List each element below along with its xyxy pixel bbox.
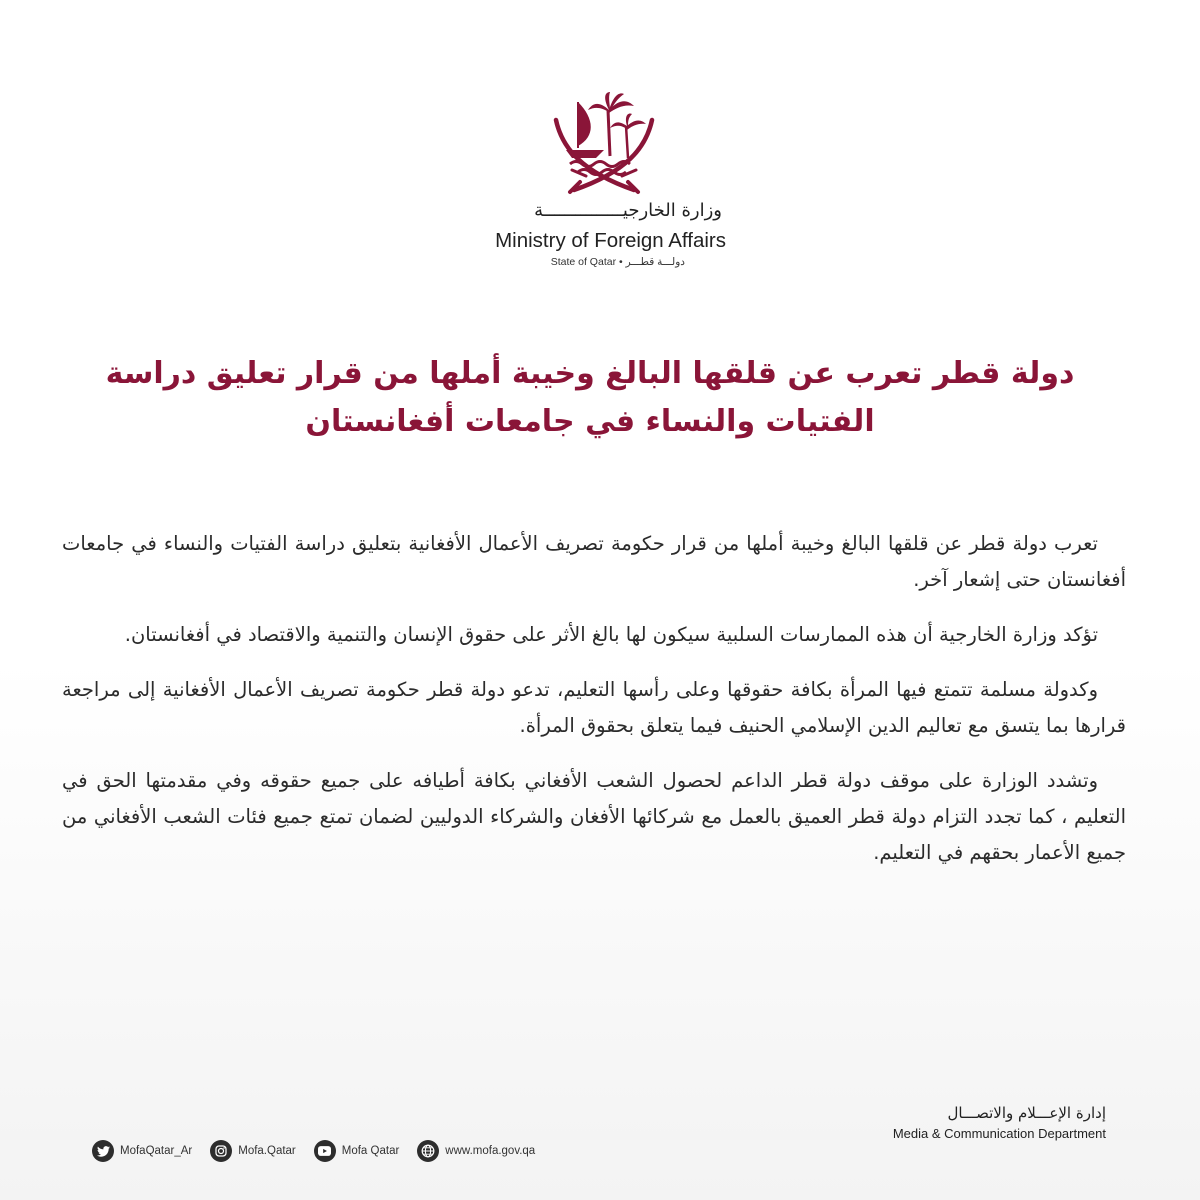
instagram-icon bbox=[210, 1140, 232, 1162]
state-name-en: State of Qatar bbox=[550, 256, 617, 268]
ministry-name-en: Ministry of Foreign Affairs bbox=[495, 229, 726, 252]
social-link-twitter[interactable] bbox=[92, 1140, 192, 1162]
social-links bbox=[92, 1137, 553, 1165]
social-label: MofaQatar_Ar bbox=[120, 1145, 193, 1157]
social-link-instagram[interactable] bbox=[210, 1140, 296, 1162]
statement-paragraph: وتشدد الوزارة على موقف دولة قطر الداعم لحصول الشعب الأفغاني بكافة أطيافه على جميع حقوقه وفي مقدمتها الحق في التعليم ، كما تجدد التزام دولة قطر العميق بالعمل مع شركائها الأفغان والشركاء الدوليين لضمان تمتع جميع فئات الشعب الأفغاني من جميع الأعمار بحقهم في التعليم. bbox=[62, 769, 1126, 864]
qatar-emblem-icon bbox=[548, 90, 660, 195]
statement-paragraph: تعرب دولة قطر عن قلقها البالغ وخيبة أملها من قرار حكومة تصريف الأعمال الأفغانية بتعليق دراسة الفتيات والنساء في جامعات أفغانستان حتى إشعار آخر. bbox=[62, 532, 1126, 591]
ministry-logo bbox=[0, 90, 1200, 280]
ministry-name-ar: وزارة الخارجيـــــــــــــــة bbox=[534, 200, 722, 221]
statement-body bbox=[62, 526, 1126, 890]
youtube-icon bbox=[314, 1140, 336, 1162]
page-title: دولة قطر تعرب عن قلقها البالغ وخيبة أملها من قرار تعليق دراسة الفتيات والنساء في جامعات أفغانستان bbox=[105, 356, 1075, 439]
social-label: Mofa Qatar bbox=[341, 1145, 400, 1157]
statement-paragraph: وكدولة مسلمة تتمتع فيها المرأة بكافة حقوقها وعلى رأسها التعليم، تدعو دولة قطر حكومة تصريف الأعمال الأفغانية إلى مراجعة قرارها بما يتسق مع تعاليم الدين الإسلامي الحنيف فيما يتعلق بحقوق المرأة. bbox=[62, 678, 1126, 737]
social-link-youtube[interactable] bbox=[314, 1140, 400, 1162]
department-name-ar: إدارة الإعـــلام والاتصـــال bbox=[947, 1104, 1106, 1122]
statement-paragraph: تؤكد وزارة الخارجية أن هذه الممارسات السلبية سيكون لها بالغ الأثر على حقوق الإنسان والتنمية والاقتصاد في أفغانستان. bbox=[124, 623, 1098, 646]
social-label: www.mofa.gov.qa bbox=[445, 1145, 536, 1157]
state-line bbox=[474, 256, 685, 268]
department-signature bbox=[860, 1104, 1106, 1141]
globe-icon bbox=[417, 1140, 439, 1162]
department-name-en: Media & Communication Department bbox=[892, 1126, 1106, 1141]
twitter-icon bbox=[92, 1140, 114, 1162]
state-name-ar: دولـــة قطـــر bbox=[625, 256, 685, 268]
state-separator: • bbox=[619, 256, 623, 268]
social-link-website[interactable] bbox=[417, 1140, 535, 1162]
social-label: Mofa.Qatar bbox=[238, 1145, 296, 1157]
